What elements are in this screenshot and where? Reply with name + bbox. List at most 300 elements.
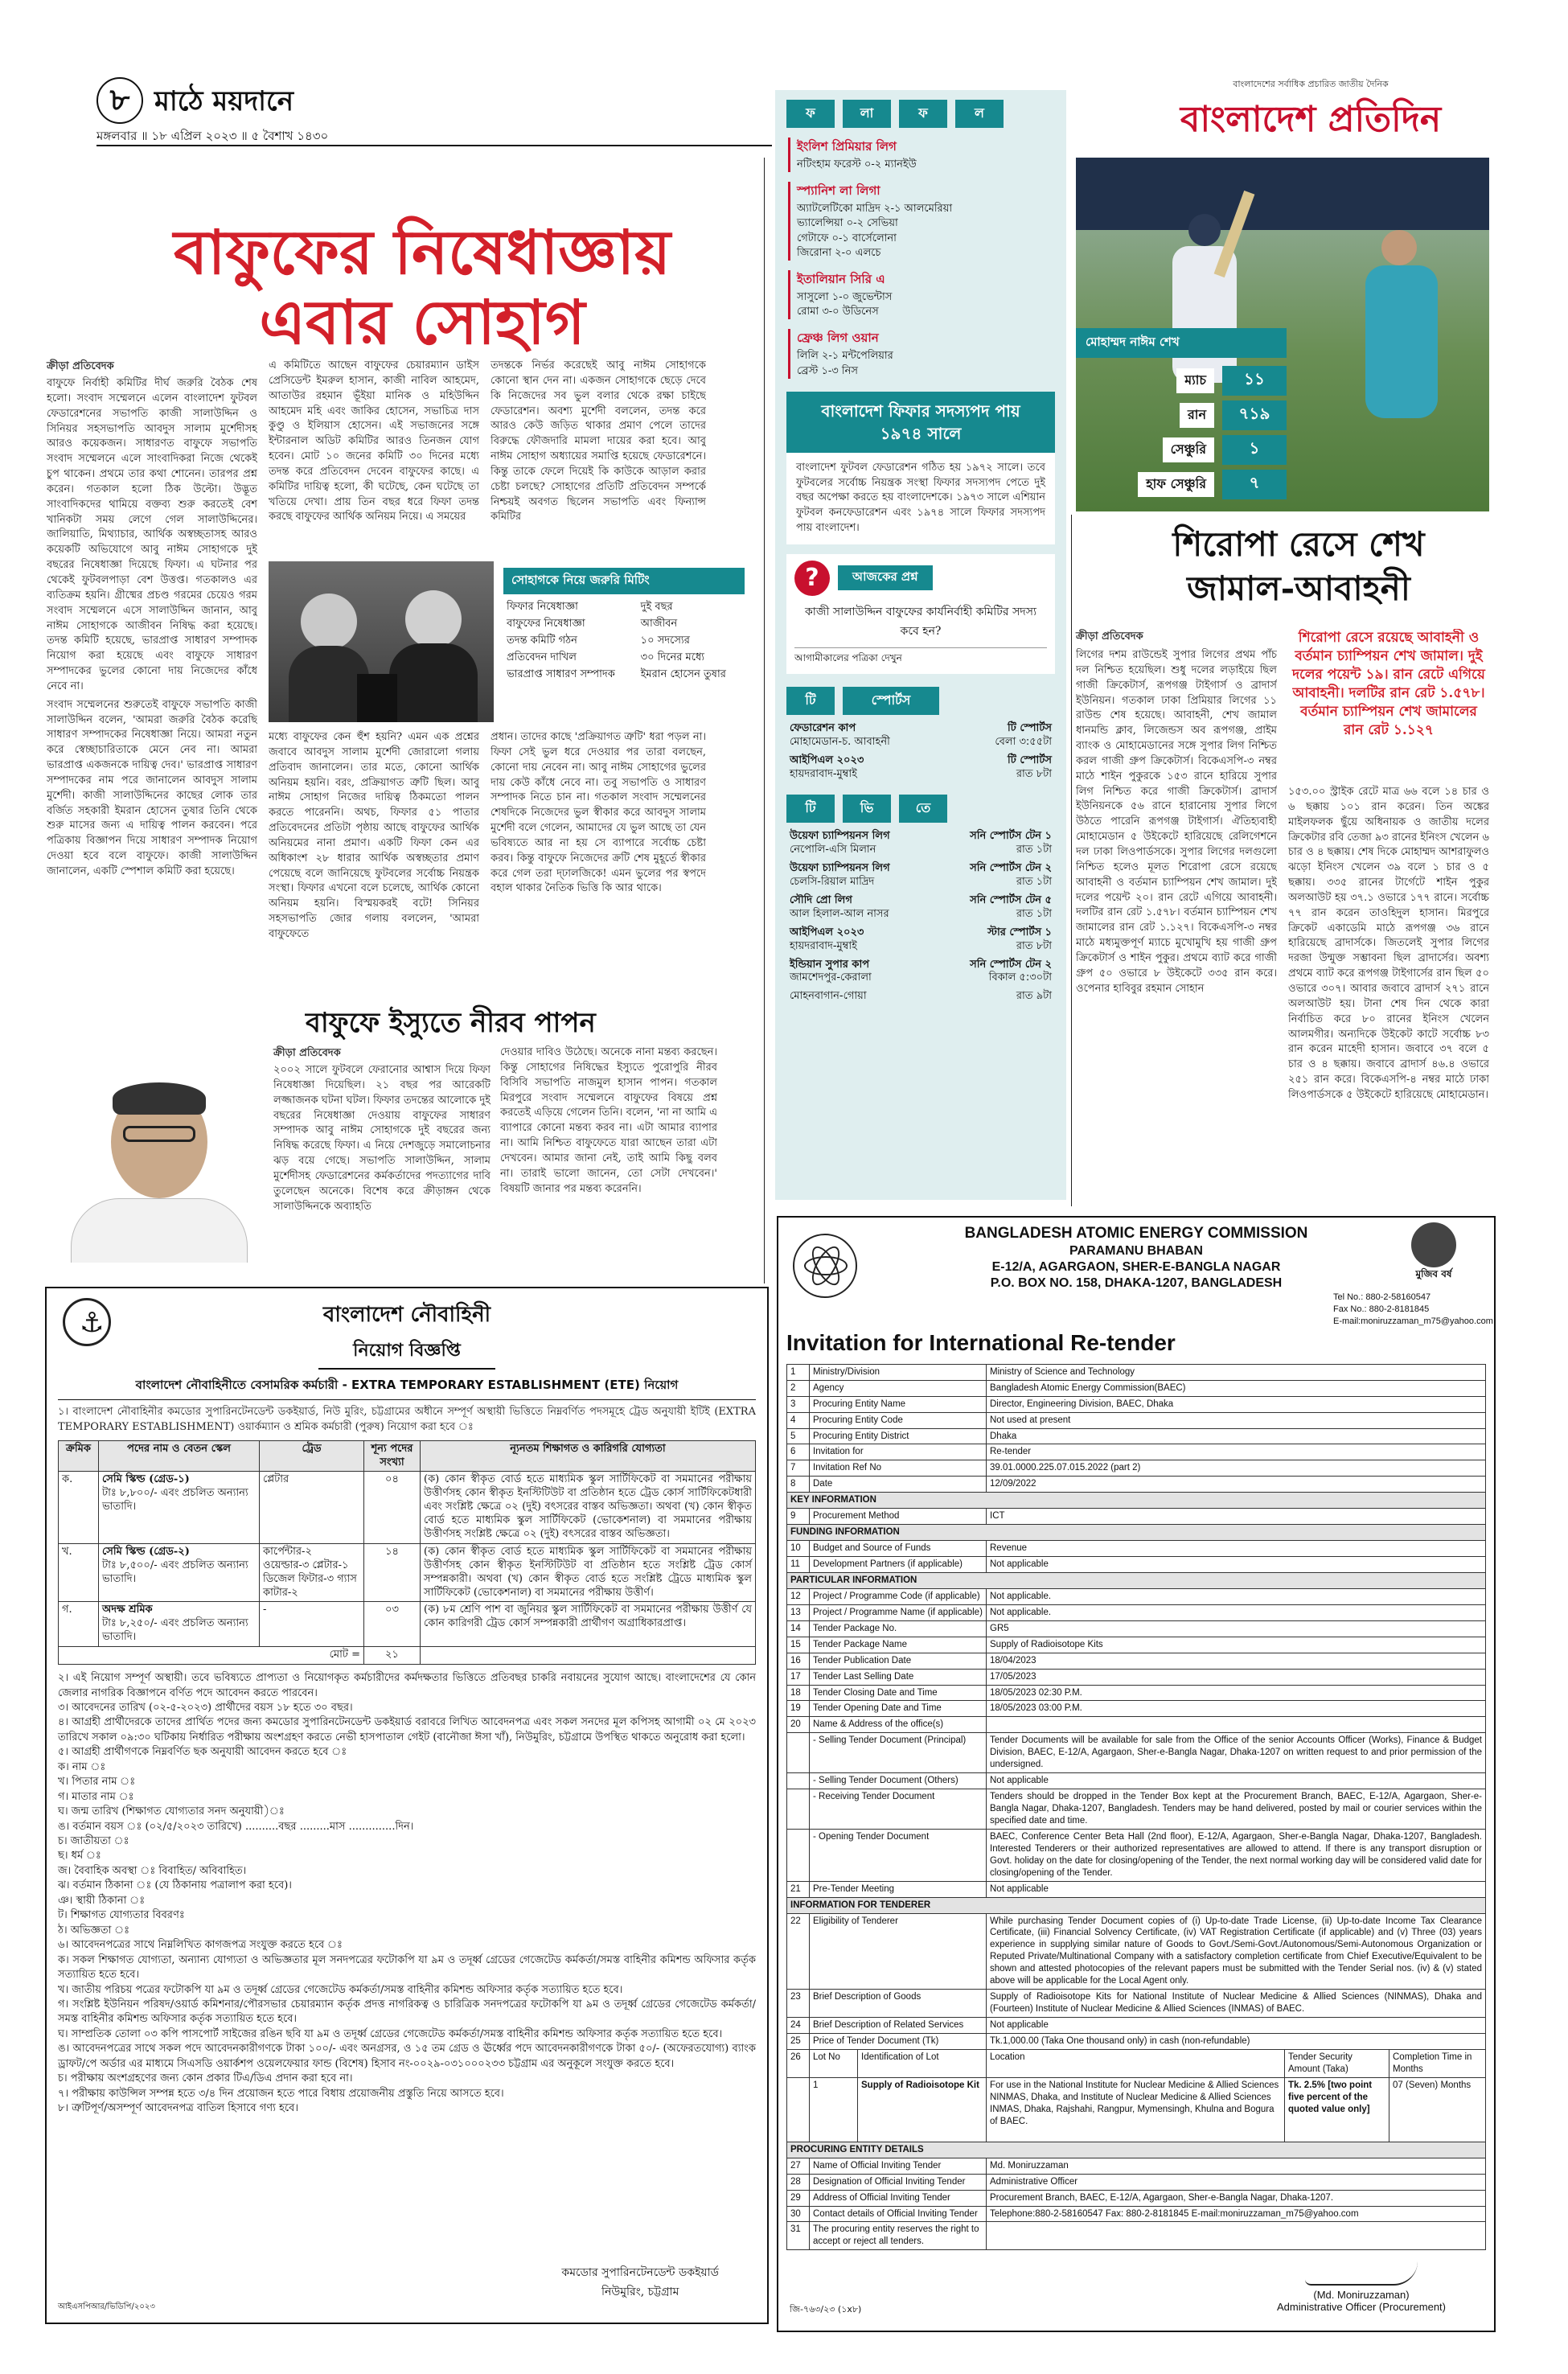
abahani-highlight: শিরোপা রেসে রয়েছে আবাহনী ও বর্তমান চ্যাম্পিয়ন শেখ জামাল। দুই দলের পয়েন্ট ১৯। রান রেটে এগিয়ে আবাহনী। দলটির রান রেট ১.৫৭৮। বর্তমান চ্যাম্পিয়ন শেখ জামালের রান রেট ১.১২৭ — [1292, 630, 1485, 738]
baec-ref-code: জি-৭৬৩/২৩ (১x৮) — [790, 2304, 862, 2314]
tv-listing-banner — [786, 795, 1055, 823]
tender-row — [787, 1428, 1486, 1444]
league-name: স্প্যানিশ লা লিগা — [797, 183, 880, 199]
tender-row-number: 24 — [787, 2018, 810, 2034]
meeting-row-value: দুই বছর — [640, 601, 673, 613]
lot-completion: 07 (Seven) Months — [1389, 2077, 1486, 2142]
fifa-box-title: বাংলাদেশ ফিফার সদস্যপদ পায় ১৯৭৪ সালে — [786, 392, 1055, 453]
tender-row — [787, 2018, 1486, 2034]
stat-label: সেঞ্চুরি — [1163, 437, 1214, 462]
tender-row-value: Tender Documents will be available for sale from the Office of the senior Accounts Officer (Works), Finance & Budget Division, BAEC, E-12/A, Agargaon, Sher-e-Bangla Nagar, Dhaka-1207 on written request to and prior permission of the undersigned. — [987, 1733, 1486, 1773]
tender-row-value: Bangladesh Atomic Energy Commission(BAEC) — [987, 1380, 1486, 1396]
tender-row — [787, 1701, 1486, 1717]
tender-row — [787, 1412, 1486, 1428]
lot-header: Tender Security Amount (Taka) — [1285, 2049, 1389, 2077]
tender-row — [787, 1444, 1486, 1460]
meeting-row — [503, 633, 745, 650]
mujib-year-label: মুজিব বর্ষ — [1415, 1268, 1452, 1279]
tender-row-number: 15 — [787, 1637, 810, 1653]
tender-row-label: - Selling Tender Document (Principal) — [810, 1733, 987, 1773]
abahani-column-2: ১৫৩.০০ স্ট্রাইক রেটে মাত্র ৬৬ বলে ১৪ চার ও ৬ ছক্কায় ১০১ রান করেন। তিন অঙ্কের মাইলফলক ছুঁয়ে অধিনায়ক ও জাতীয় দলের ক্রিকেটার রবি তেজা ৯৩ রানের ইনিংস খেলেন ৬ চার ও ৪ ছক্কায়। শেষ দিকে মোহাম্মদ আশরাফুলও ঝড়ো ইনিংস খেলেন ৩৯ বলে ১ চার ও ৫ ছক্কায়। ৩৩৫ রানের টার্গেটে শাইন পুকুর অলআউট হয় ৩৭.১ ওভারে ১৭৭ রানে। সর্বোচ্চ ৭৭ রান করেন তাওহিদুল হাসান। মিরপুরে ক্রিকেট একাডেমি মাঠে রূপগঞ্জ ৩৬ রানে হারিয়েছে ব্রাদার্সকে। জিতলেই সুপার লিগের দরজা উন্মুক্ত সম্ভাবনা ছিল ব্রাদার্সের। অবশ্য প্রথমে ব্যাট করে রূপগঞ্জ টাইগার্সের রান ছিল ৫০ ওভারে ৩০৭। আবার জবাবে ব্রাদার্স ২৭১ রানে অলআউট হয়। টানা শেষ দিন থেকে কারা নির্বাচিত করে ৮০ রানের ইনিংস খেলেন আলমগীর। অন্যদিকে উইকেট কাটে সর্বোচ্চ ৮৩ রান করেন মাহেদী হাসান। জবাবে ৩৭ বলে ৫ চার ও ৪ ছক্কায়। জবাবে ব্রাদার্স ৪৬.৪ ওভারে ২৫১ রান করে। বিকেএসপি-৪ নম্বর মাঠে ঢাকা লিওপার্ডসকে ৫ উইকেটে হারিয়েছে মোহামেডান। — [1288, 786, 1489, 1101]
stat-label: হাফ সেঞ্চুরি — [1138, 472, 1214, 497]
tender-row-number: 13 — [787, 1604, 810, 1620]
tv-event: উয়েফা চ্যাম্পিয়নস লিগ — [790, 862, 890, 875]
tender-row-label: Procuring Entity Name — [810, 1396, 987, 1412]
tv-channel: সনি স্পোর্টস টেন ২ — [970, 958, 1052, 971]
lead-column-1 — [47, 376, 257, 1052]
baec-logo — [793, 1234, 857, 1298]
tender-row — [787, 2206, 1486, 2222]
tender-row-value: Procurement Branch, BAEC, E-12/A, Agargaon, Sher-e-Bangla Nagar, Dhaka-1207. — [987, 2190, 1486, 2206]
tender-row — [787, 1773, 1486, 1789]
navy-signoff — [561, 2263, 719, 2302]
lead-column-1-text: বাফুফে নির্বাহী কমিটির দীর্ঘ জরুরি বৈঠক শেষ হলো। সংবাদ সম্মেলনে এলেন বাংলাদেশ ফুটবল ফেডারেশনের সভাপতি কাজী সালাউদ্দিন ও সিনিয়র সহসভাপতি আবদুস সালাম মুর্শেদীসহ আরও কয়েকজন। সাধারণত বাফুফে সভাপতি সংবাদ সম্মেলনে এলে সাংবাদিকরা নিজে থেকেই চুপ থাকেন। প্রথমে তার কথা শোনেন। তারপর প্রশ্ন করেন। গতকাল হলো ঠিক উল্টো। উদ্ভূত সাংবাদিকদের থামিয়ে বক্তব্য শুরু করতেই বেশ খানিকটা সময় লেগে গেল সালাউদ্দিনের। জালিয়াতি, মিথ্যাচার, আর্থিক অস্বচ্ছতাসহ আরও কয়েকটি অভিযোগে আবু নাঈম সোহাগকে দুই বছরের নিষেধাজ্ঞা দিয়েছে ফিফা। এ ঘটনার পর থেকেই ফুটবলপাড়া বেশ উত্তপ্ত। গতকালও এর ব্যতিক্রম হয়নি। গ্রীষ্মের প্রচণ্ড গরমের চেয়েও গরম সংবাদ সম্মেলনে এসে সালাউদ্দিন জানান, আবু নাঈম সোহাগকে আজীবন নিষিদ্ধ করা হয়েছে। তদন্ত কমিটি হয়েছে, ভারপ্রাপ্ত সাধারণ সম্পাদক নিয়োগ করা হয়েছে এবং বাফুফে সাধারণ সম্পাদকের ভুলের কোনো দায় নিজেদের কাঁধে নেবে না। — [47, 377, 257, 692]
post-count: ১৪ — [364, 1543, 421, 1602]
tender-row-number — [787, 1829, 810, 1881]
tender-row-number: 21 — [787, 1881, 810, 1897]
sub-column-2: দেওয়ার দাবিও উঠেছে। অনেকে নানা মন্তব্য করছেন। কিন্তু সোহাগের নিষিদ্ধের ইস্যুতে পুরোপুরি নীরব বিসিবি সভাপতি নাজমুল হাসান পাপন। গতকাল মিরপুরে সংবাদ সম্মেলনে বাফুফের বিষয়ে প্রশ্ন করতেই এড়িয়ে গেলেন তিনি। বলেন, 'না না আমি এ ব্যাপারে কোনো মন্তব্য করব না। এটা আমার ব্যাপার না। আমি নিশ্চিত বাফুফেতে যারা আছেন তারা এটা দেখবেন। আমার জানা নেই, তাই আমি কিছু বলব না। তারাই ভালো জানেন, তো সেটা দেখবেন।' বিষয়টি জানার পর মন্তব্য করেননি। — [500, 1046, 717, 1195]
tender-row-value: 18/05/2023 02:30 P.M. — [987, 1685, 1486, 1701]
tender-row-number: 14 — [787, 1620, 810, 1637]
post-name: সেমি স্কিল্ড (গ্রেড-২) — [102, 1545, 190, 1558]
person-silhouette — [301, 594, 357, 650]
baec-contacts — [1333, 1292, 1493, 1328]
tender-row-value: Not applicable — [987, 1881, 1486, 1897]
abahani-headline — [1110, 523, 1488, 610]
navy-post-row — [59, 1602, 756, 1647]
baec-signature — [1277, 2261, 1446, 2313]
baec-address-2: P.O. BOX NO. 158, DHAKA-1207, BANGLADESH — [990, 1275, 1283, 1290]
tv-event: উয়েফা চ্যাম্পিয়নস লিগ — [790, 830, 890, 843]
meeting-row-label: বাফুফের নিষেধাজ্ঞা — [507, 617, 585, 630]
navy-table-header: শূন্য পদের সংখ্যা — [364, 1440, 421, 1472]
league-block — [788, 329, 1053, 378]
tender-row-number: 16 — [787, 1653, 810, 1669]
lot-header: Lot No — [810, 2049, 858, 2077]
player-stats-box — [1076, 328, 1287, 492]
navy-note: ৩। আবেদনের তারিখ (০২-৫-২০২৩) প্রার্থীদের বয়স ১৮ হতে ৩০ বছর। — [58, 1701, 353, 1714]
navy-note: খ। পিতার নাম ঃ — [58, 1776, 136, 1789]
tender-row-value: Md. Moniruzzaman — [987, 2158, 1486, 2174]
tv-time: রাত ১টা — [1016, 844, 1052, 856]
stat-value: ১ — [1222, 435, 1287, 465]
lot-number: 1 — [810, 2077, 858, 2142]
total-empty — [421, 1647, 756, 1665]
tender-row-value: Not applicable. — [987, 1588, 1486, 1604]
tender-row-value: Revenue — [987, 1541, 1486, 1557]
navy-table-header: ন্যূনতম শিক্ষাগত ও কারিগরি যোগ্যতা — [421, 1440, 756, 1472]
tv-event: আইপিএল ২০২৩ — [790, 926, 864, 939]
tender-row-value: ICT — [987, 1509, 1486, 1525]
league-name: ইংলিশ প্রিমিয়ার লিগ — [797, 139, 897, 154]
lead-column-5: প্রধান। তাদের কাছে 'প্রক্রিয়াগত ত্রুটি' ধরা পড়ল না। ফিফা সেই ভুল ধরে দেওয়ার পর তারা বলছেন, কোনো দায় নেবেন না। আবু নাঈম সোহাগের ভুলের দায় কেউ কাঁধে নেবে না। তবু সভাপতি ও সাধারণ সম্পাদক নিতে চান না। গতকাল সংবাদ সম্মেলনের শেষদিকে নিজেদের ভুল স্বীকার করে আবদুস সালাম মুর্শেদী বলে গেলেন, আমাদের যে ভুল আছে তা যেন ভবিষ্যতে আর না হয় সে ব্যাপারে সর্বোচ্চ চেষ্টা করব। কিন্তু বাফুফে নিজেদের ক্রটি শেষ মুহূর্তে স্বীকার করে গেল তরা দ্ঢালজিকে! এমন ভুলের পর স্বপদে বহাল থাকার নৈতিক ভিত্তি কি আর থাকে। — [491, 731, 706, 895]
tender-row — [787, 1669, 1486, 1685]
post-pay: টাঃ ৮,২৫০/- এবং প্রচলিত অন্যান্য ভাতাদি। — [102, 1617, 248, 1644]
navy-note: ঙ। আবেদনপত্রের সাথে সকল পদে আবেদনকারীগণকে টাকা ১০০/- এবং অনগ্রসর, ও ১৫ তম গ্রেড ও ঊর্ধ্বের পদে আবেদনকারীগণকে টাকা ৫০/- (অফেরতযোগ্য) ব্যাংক ড্রাফট/পে অর্ডার এর মাধ্যমে সিএসডি ওয়ার্কশপ ওয়েলফেয়ার ফান্ড (বিশেষ) হিসাব নং-০০২৯-০৩১০০০২৩৩ চট্টগ্রাম এর অনুকূলে সংযুক্ত করতে হবে। — [58, 2043, 756, 2070]
tv-channel: স্টার স্পোর্টস ১ — [987, 926, 1052, 939]
league-block — [788, 270, 1053, 319]
tender-row-label: Agency — [810, 1380, 987, 1396]
tv-program — [786, 924, 934, 956]
post-pay: টাঃ ৮,৮০০/- এবং প্রচলিত অন্যান্য ভাতাদি। — [102, 1487, 248, 1514]
signature-scribble — [1305, 2261, 1418, 2286]
column-rule — [764, 158, 765, 1284]
navy-post-row — [59, 1472, 756, 1543]
league-name: ফ্রেঞ্চ লিগ ওয়ান — [797, 331, 879, 346]
mujib-year-logo — [1389, 1222, 1478, 1287]
tender-row — [787, 2174, 1486, 2190]
lot-header: Identification of Lot — [858, 2049, 987, 2077]
tender-row-value: Supply of Radioisotope Kits for National Institute of Nuclear Medicine & Allied Sciences (NINMAS), Dhaka and (Fourteen) Institute of Nuclear Medicine & Allied Sciences (INMAS) of BAEC. — [987, 1990, 1486, 2018]
tender-section-heading: PARTICULAR INFORMATION — [787, 1572, 1486, 1588]
page-number: ৮ — [109, 81, 130, 117]
portrait-glasses — [123, 1126, 195, 1142]
post-pay: টাঃ ৮,৫০০/- এবং প্রচলিত অন্যান্য ভাতাদি। — [102, 1559, 248, 1585]
tender-row-label: Invitation for — [810, 1444, 987, 1460]
meeting-row — [503, 650, 745, 667]
tender-row-value: 18/04/2023 — [987, 1653, 1486, 1669]
tender-row-value: 39.01.0000.225.07.015.2022 (part 2) — [987, 1460, 1486, 1477]
tender-row — [787, 1588, 1486, 1604]
lead-byline: ক্রীড়া প্রতিবেদক — [47, 360, 114, 372]
navy-note: ক। সকল শিক্ষাগত যোগ্যতা, অন্যান্য যোগ্যতা ও অভিজ্ঞতার মূল সনদপত্রের ফটোকপি যা ৯ম ও তদূর্ধ্ব গ্রেডের গেজেটেড কর্মকর্তা/সমস্ত বাহিনীর কমিশন্ড অফিসার কর্তৃক সত্যায়িত হতে হবে। — [58, 1953, 756, 1982]
tv-match: হায়দরাবাদ-মুম্বাই — [790, 939, 857, 952]
navy-note: ছ। ধর্ম ঃ — [58, 1850, 101, 1863]
tender-row-label: Project / Programme Name (if applicable) — [810, 1604, 987, 1620]
tender-row — [787, 1653, 1486, 1669]
banner-tile: ফ — [899, 100, 947, 128]
tender-row-label: Brief Description of Goods — [810, 1990, 987, 2018]
tv-channel-cell — [955, 752, 1055, 784]
tender-row-label: Eligibility of Tenderer — [810, 1913, 987, 1990]
meeting-row-label: ফিফার নিষেধাজ্ঞা — [507, 601, 578, 613]
post-name-cell — [99, 1602, 260, 1647]
tv-match: চেলসি-রিয়াল মাদ্রিদ — [790, 876, 875, 889]
lead-column-2: এ কমিটিতে আছেন বাফুফের চেয়ারম্যান ডাইস প্রেসিডেন্ট ইমরুল হাসান, কাজী নাবিল আহমেদ, আতাউর রহমান ভূঁইয়া মানিক ও মহিউদ্দিন আহমেদ মহি এবং জাকির হোসেন, সভাচিত্র দাস কুণ্ডু ও ইলিয়াস হোসেন। এই সভাজনের সঙ্গে ইন্টারনাল অডিট কমিটির আরও তিনজন যোগ হবেন। মোট ১০ জনের কমিটি ৩০ দিনের মধ্যে তদন্ত করে প্রতিবেদন দেবেন বাফুফের কাছে। এ কমিটির দায়িত্ব হলো, কী ঘটেছে, কেন ঘটেছে তা খতিয়ে দেখা। প্রায় তিন বছর ধরে ফিফা তদন্ত করছে বাফুফের আর্থিক অনিয়ম নিয়ে। এ সময়ের — [269, 359, 479, 524]
tender-row-number: 22 — [787, 1913, 810, 1990]
tv-channel-cell — [955, 720, 1055, 752]
tender-row-value: Re-tender — [987, 1444, 1486, 1460]
tender-row — [787, 1380, 1486, 1396]
banner-tile: স্পোর্টস — [843, 687, 939, 715]
match-result: অ্যাটলেটিকো মাদ্রিদ ২-১ আলমেরিয়া — [797, 203, 953, 216]
tender-row — [787, 2033, 1486, 2049]
navy-posts-table — [58, 1440, 756, 1665]
question-text: কাজী সালাউদ্দিন বাফুফের কার্যনির্বাহী কমিটির সদস্য কবে হন? — [804, 605, 1036, 638]
question-box — [786, 554, 1055, 674]
lot-security: Tk. 2.5% [two point five percent of the quoted value only] — [1285, 2077, 1389, 2142]
tv-match: আল হিলাল-আল নাসর — [790, 907, 889, 920]
microphones — [357, 674, 397, 722]
tender-row-value: Not used at present — [987, 1412, 1486, 1428]
baec-bhaban: PARAMANU BHABAN — [1069, 1243, 1203, 1258]
mujib-portrait-icon — [1411, 1222, 1456, 1267]
paper-name: বাংলাদেশ প্রতিদিন — [1180, 99, 1442, 140]
navy-note: ঘ। সাম্প্রতিক তোলা ০৩ কপি পাসপোর্ট সাইজের রঙিন ছবি যা ৯ম ও তদূর্ধ্ব গ্রেডের গেজেটেড কর্মকর্তা/সমস্ত বাহিনীর কমিশন্ড অফিসার কর্তৃক সত্যায়িত হতে হবে। — [58, 2027, 723, 2040]
navy-recruitment-ad — [45, 1287, 769, 2324]
tender-row-label: Designation of Official Inviting Tender — [810, 2174, 987, 2190]
tv-program — [786, 956, 934, 988]
stat-label: ম্যাচ — [1176, 368, 1214, 393]
tender-row-label: Procuring Entity Code — [810, 1412, 987, 1428]
tender-row-label: Invitation Ref No — [810, 1460, 987, 1477]
tender-row-number: 9 — [787, 1509, 810, 1525]
sub-column-1: ২০০২ সালে ফুটবলে ফেরানোর আশ্বাস দিয়ে ফিফা নিষেধাজ্ঞা দিয়েছিল। ২১ বছর পর আরেকটি লজ্জাজনক ঘটনা ঘটল। ফিফার তদন্তের আলোকে দুই বছরের নিষেধাজ্ঞা দেওয়ায় বাফুফের সাধারণ সম্পাদক আবু নাঈম সোহাগকে দুই বছরের জন্য নিষিদ্ধ করেছে ফিফা। এ নিয়ে দেশজুড়ে সমালোচনার ঝড় বয়ে গেছে। সভাপতি সালাউদ্দিন, সালাম মুর্শেদীসহ ফেডারেশনের কর্মকর্তাদের পদত্যাগের দাবি তুলেছেন অনেকে। বিশেষ করে ক্রীড়াঙ্গন থেকে সালাউদ্দিনকে অব্যাহতি — [273, 1064, 491, 1213]
meeting-info-box — [503, 568, 745, 725]
match-result: গেটাফে ০-১ বার্সেলোনা — [797, 232, 897, 244]
stadium-stand — [1076, 158, 1489, 230]
navy-note: ৫। আগ্রহী প্রার্থীগণকে নিম্নবর্ণিত ছক অনুযায়ী আবেদন করতে হবে ঃ — [58, 1746, 347, 1759]
tender-row — [787, 1881, 1486, 1897]
tender-row — [787, 1396, 1486, 1412]
fielder-figure — [1365, 265, 1438, 418]
navy-note: চ। জাতীয়তা ঃ — [58, 1835, 129, 1848]
tv-channel: সনি স্পোর্টস টেন ১ — [970, 830, 1052, 843]
navy-note: ঠ। অভিজ্ঞতা ঃ — [58, 1924, 130, 1937]
tender-row-label: Brief Description of Related Services — [810, 2018, 987, 2034]
tender-row-value: Telephone:880-2-58160547 Fax: 880-2-8181845 E-mail:moniruzzaman_m75@yahoo.com — [987, 2206, 1486, 2222]
tender-row-number: 17 — [787, 1669, 810, 1685]
tv-row — [786, 828, 1055, 860]
tender-row-value: 12/09/2022 — [987, 1477, 1486, 1493]
post-qualification: (ক) কোন স্বীকৃত বোর্ড হতে মাধ্যমিক স্কুল সার্টিফিকেট বা সমমানের পরীক্ষায় উত্তীর্ণসহ কোন স্বীকৃত ইনস্টিটিউট বা প্রতিষ্ঠান হতে ট্রেড কোর্স সার্টিফিকেটধারী এবং সংশ্লিষ্ট ক্ষেত্রে ০২ (দুই) বৎসরের বাস্তব অভিজ্ঞতা। অথবা (খ) কোন স্বীকৃত বোর্ড হতে মাধ্যমিক স্কুল সার্টিফিকেট (ভোকেশনাল) বা সমমানের পরীক্ষায় উত্তীর্ণসহ সংশ্লিষ্ট ক্ষেত্রে ০২ (দুই) বৎসরের বাস্তব অভিজ্ঞতা। — [421, 1472, 756, 1543]
tender-row-number — [787, 1773, 810, 1789]
column-rule — [1071, 515, 1072, 1206]
tender-row — [787, 1572, 1486, 1588]
navy-org: বাংলাদেশ নৌবাহিনী — [322, 1303, 491, 1327]
tender-row-number: 5 — [787, 1428, 810, 1444]
date-line: মঙ্গলবার ॥ ১৮ এপ্রিল ২০২৩ ॥ ৫ বৈশাখ ১৪৩০ — [96, 129, 329, 143]
navy-table-header: পদের নাম ও বেতন স্কেল — [99, 1440, 260, 1472]
tender-row-value: Not applicable. — [987, 1604, 1486, 1620]
question-title: আজকের প্রশ্ন — [838, 565, 933, 590]
tender-row-number — [787, 1789, 810, 1830]
tv-match: হায়দরাবাদ-মুম্বাই — [790, 767, 857, 780]
tender-row-number: 10 — [787, 1541, 810, 1557]
tender-row-label: Price of Tender Document (Tk) — [810, 2033, 987, 2049]
tender-row — [787, 1541, 1486, 1557]
baec-org: BANGLADESH ATOMIC ENERGY COMMISSION — [964, 1225, 1308, 1242]
tender-row — [787, 1685, 1486, 1701]
banner-tile: ল — [955, 100, 1004, 128]
tender-row — [787, 1493, 1486, 1509]
league-block — [788, 182, 1053, 261]
tender-row — [787, 1557, 1486, 1573]
tender-row-number: 25 — [787, 2033, 810, 2049]
post-count: ০৩ — [364, 1602, 421, 1647]
tender-row-label: Procuring Entity District — [810, 1428, 987, 1444]
lot-identification: Supply of Radioisotope Kit — [858, 2077, 987, 2142]
tender-row-label: Project / Programme Code (if applicable) — [810, 1588, 987, 1604]
match-result: নটিংহাম ফরেস্ট ০-২ ম্যানইউ — [797, 158, 917, 170]
tender-row-label: - Receiving Tender Document — [810, 1789, 987, 1830]
page-number-badge — [96, 77, 143, 124]
lot-location: For use in the National Institute for Nuclear Medicine & Allied Sciences NINMAS, Dhaka, and Institute of Nuclear Medicine & Allied Sciences INMAS, Dhaka, Rajshahi, Rangpur, Mymensingh, Khulna and Bogura of BAEC. — [987, 2077, 1285, 2142]
tender-row-number: 29 — [787, 2190, 810, 2206]
banner-tile: ভি — [843, 795, 891, 823]
navy-emblem — [63, 1298, 111, 1346]
navy-title-rule — [318, 1368, 495, 1370]
tv-time: রাত ৮টা — [1016, 767, 1052, 780]
tender-row — [787, 1913, 1486, 1990]
tender-row-label: Address of Official Inviting Tender — [810, 2190, 987, 2206]
fielder-figure — [1381, 230, 1417, 265]
baec-tel: Tel No.: 880-2-58160547 — [1333, 1292, 1431, 1302]
tv-match: জামশেদপুর-কেরালা — [790, 971, 872, 984]
tv-program — [786, 828, 934, 860]
tender-row-number: 27 — [787, 2158, 810, 2174]
tender-row-number: 3 — [787, 1396, 810, 1412]
tv-time: রাত ৮টা — [1016, 939, 1052, 952]
banner-tile: টি — [786, 687, 835, 715]
tv-channel: টি স্পোর্টস — [1008, 754, 1052, 766]
meeting-row — [503, 667, 745, 684]
tender-row-number: 2 — [787, 1380, 810, 1396]
tv-row — [786, 924, 1055, 956]
tender-entity-table — [786, 2142, 1486, 2251]
tender-row — [787, 1477, 1486, 1493]
results-panel — [775, 90, 1066, 1200]
tv-channel: সনি স্পোর্টস টেন ২ — [970, 862, 1052, 875]
tender-row-label: Name of Official Inviting Tender — [810, 2158, 987, 2174]
abahani-headline-line-2: জামাল-আবাহনী — [1187, 568, 1410, 608]
anchor-icon: ⚓ — [80, 1307, 105, 1339]
tender-row-value: While purchasing Tender Document copies of (i) Up-to-date Trade License, (ii) Up-to-date Income Tax Clearance Certificate, (iii) Financial Solvency Certificate, (iv) VAT Registration Certificate (if applicable) and (v) Three (03) years experience in supplying similar nature of Goods to Govt./Semi-Govt./Autonomous/Semi-Autonomous Organization or Reputed Private/Multinational Company with a satisfactory completion certificate from Chief Executive/Equivalent to be shown and attested photocopies of the relevant papers must be submitted with the Tender Serial nos. (iv) & (v) stated above will be applicable for the Local Agent only. — [987, 1913, 1486, 1990]
player-name: মোহাম্মদ নাঈম শেখ — [1076, 328, 1287, 358]
navy-total-row — [59, 1647, 756, 1665]
stat-row — [1076, 435, 1287, 465]
post-qualification: (ক) ৮ম শ্রেণি পাশ বা জুনিয়র স্কুল সার্টিফিকেট বা সমমানের পরীক্ষায় উত্তীর্ণ যে কোন কারিগরী ট্রেড কোর্স সম্পন্নকারী প্রার্থীগণ অগ্রাধিকারপ্রাপ্ত। — [421, 1602, 756, 1647]
match-result: ভ্যালেন্সিয়া ০-২ সেভিয়া — [797, 217, 898, 230]
post-serial: খ. — [59, 1543, 99, 1602]
navy-subtitle: বাংলাদেশ নৌবাহিনীতে বেসামরিক কর্মচারী - EXTRA TEMPORARY ESTABLISHMENT (ETE) নিয়োগ — [58, 1376, 756, 1400]
tender-row-value: Tk.1,000.00 (Taka One thousand only) in cash (non-refundable) — [987, 2033, 1486, 2049]
league-block — [788, 138, 1053, 172]
masthead-rule — [96, 145, 772, 146]
navy-note: ঞ। স্থায়ী ঠিকানা ঃ — [58, 1894, 146, 1907]
tv-listing-table — [786, 828, 1055, 1006]
tv-program — [786, 892, 934, 924]
lead-column-4: মধ্যে বাফুফের কেন হুঁশ হয়নি? এমন এক প্রশ্নের জবাবে আবদুস সালাম মুর্শেদী জোরালো গলায় প্রতিবাদ জানালেন। তার মতে, কোনো আর্থিক অনিয়ম হয়নি। বরং, প্রক্রিয়াগত ত্রুটি ছিল। আবু নাঈম সোহাগ নিজের দায়িত্ব ঠিকমতো পালন করতে পারেননি। অথচ, ফিফার ৫১ পাতার প্রতিবেদনের প্রতিটা পৃষ্ঠায় আছে বাফুফের আর্থিক অনিয়মের নানা প্রমাণ। একটি ফিফা কেন এর অধিকাংশ ২৮ ধারার আর্থিক অস্বচ্ছতার প্রমাণ পেয়েছে বলে জানিয়েছে ফুটবলের সর্বোচ্চ নিয়ন্ত্রক সংস্থা। ফিফার এখনো বলে চলেছে, আর্থিক কোনো অনিয়ম হয়নি। বিস্ময়করই বটে! সিনিয়র সহসভাপতি জোর গলায় বললেন, 'আমরা বাফুফেতে — [269, 731, 479, 940]
lead-column-1b-text: সংবাদ সম্মেলনের শুরুতেই বাফুফে সভাপতি কাজী সালাউদ্দিন বলেন, 'আমরা জরুরি বৈঠক করেছি সাধারণ সম্পাদকের নিষেধাজ্ঞা নিয়ে। আমরা নতুন করে স্বেচ্ছাচারিতাকে মেনে নেব না। আমরা ভারপ্রাপ্ত একজনকে দায়িত্ব দেব।' ভারপ্রাপ্ত সাধারণ সম্পাদকের নাম পরে জানালেন আবদুস সালাম মুর্শেদী। কাজী সালাউদ্দিনের কাছের লোক তার বর্জিত সহকারী ইমরান হোসেন তুষার তিনি থেকে শুরু মাসের জন্য এ দায়িত্ব পালন করবেন। পরে পত্রিকায় বিজ্ঞাপন দিয়ে সাধারণ সম্পাদক নিয়োগ দেওয়া হবে বলে বাফুফে। কাজী সালাউদ্দিন জানালেন, একটি স্পেশাল কমিটি করা হয়েছে। — [47, 698, 257, 877]
tv-channel: টি স্পোর্টস — [1008, 721, 1052, 734]
tv-event: সৌদি প্রো লিগ — [790, 894, 852, 907]
post-serial: ক. — [59, 1472, 99, 1543]
tender-row — [787, 1990, 1486, 2018]
banner-tile: তে — [899, 795, 947, 823]
tv-event: ফেডারেশন কাপ — [790, 721, 856, 734]
navy-note: ৪। আগ্রহী প্রার্থীদেরকে তাদের প্রার্থিত পদের জন্য কমডোর সুপারিনটেনডেন্ট ডকইয়ার্ড বরাবরে লিখিত আবেদনপত্র এবং সকল সনদের মূল কপিসহ আগামী ০২ মে ২০২৩ তারিখে সকাল ০৯:৩০ ঘটিকায় নির্ধারিত পরীক্ষায় অংশগ্রহণ করতে নেভী হাসপাতাল গেইট (বানৌজা ঈসা খাঁ), নিউমুরিং, চট্টগ্রামে উপস্থিত থাকতে অনুরোধ করা হলো। — [58, 1716, 756, 1744]
abahani-column-1: লিগের দশম রাউন্ডেই সুপার লিগের প্রথম পাঁচ দল নিশ্চিত হয়েছিল। শুধু দলের লড়াইয়ে ছিল গাজী ক্রিকেটার্স, রূপগঞ্জ টাইগার্স ও ব্রাদার্স ইউনিয়ন। গতকাল ঢাকা প্রিমিয়ার লিগের ১১ রাউন্ড শেষ হয়েছে। আবাহনী, শেখ জামাল ধানমন্ডি ক্লাব, লিজেন্ডস অব রূপগঞ্জ, প্রাইম ব্যাংক ও মোহামেডানের সঙ্গে সুপার লিগ নিশ্চিত করল গাজী গ্রুপ ক্রিকেটার্স। বিকেএসপি-৩ নম্বর মাঠে শাইন পুকুরকে ১৫৩ রানে হারিয়ে সুপার লিগ নিশ্চিত করে গাজী ক্রিকেটার্স। ব্রাদার্স ইউনিয়নকে ৫৬ রানে হারানোয় সুপার লিগে উঠতে পারেনি রূপগঞ্জ টাইগার্স। ঐতিহ্যবাহী মোহামেডান ৫ উইকেটে হারিয়েছে রেলিগেশনে দল ঢাকা লিওপার্ডসকে। সুপার লিগের দলগুলো নিশ্চিত হলেও মূলত শিরোপা রেসে রয়েছে আবাহনী ও বর্তমান চ্যাম্পিয়ন শেখ জামাল। দুই দলের পয়েন্ট ২০। রান রেটে এগিয়ে আবাহনী। দলটির রান রেট ১.৫৭৮। বর্তমান চ্যাম্পিয়ন শেখ জামালের রান রেট ১.১২৭। বিকেএসপি-৩ নম্বর মাঠে মধ্যমুক্তপূর্ণ ম্যাচে মুখোমুখি হয় গাজী গ্রুপ ক্রিকেটার্স ও শাইন পুকুর। প্রথমে ব্যাট করে গাজী গ্রুপ ৫০ ওভারে ৮ উইকেটে ৩৩৫ রান করে। ওপেনার হাবিবুর রহমান সোহান — [1076, 649, 1277, 995]
tv-time: রাত ৯টা — [1016, 990, 1052, 1003]
meeting-row — [503, 599, 745, 616]
navy-note: চ। পরীক্ষায় অংশগ্রহণের জন্য কোন প্রকার টিএ/ডিএ প্রদান করা হবে না। — [58, 2072, 353, 2085]
lead-column-3: তদন্তকে নির্ভর করেছেই আবু নাঈম সোহাগকে কোনো স্থান দেন না। একজন সোহাগকে ছেড়ে দেবে কি নিজেদের সব ভুল বলার থেকে রক্ষা চাইছে ফেডারেশন। অবশ্য মুর্শেদী বললেন, তদন্ত করে আরও কেউ জড়িত থাকার প্রমাণ পেলে তাদের বিরুদ্ধে ফৌজদারি মামলা দায়ের করা হবে। আবু নাঈম সোহাগ অধ্যায়ের সমাপ্তি হয়েছে ফেডারেশনে। কিন্তু তাকে ফেলে দিয়েই কি কাউকে আড়াল করার চেষ্টা চলছে? সোহাগের প্রতিটি প্রতিবেদন সম্পর্কে নিশ্চয়ই অবগত ছিলেন সভাপতি এবং ফিন্যান্স কমিটির — [491, 359, 706, 524]
total-label: মোট = — [59, 1647, 364, 1665]
navy-signoff-line-1: কমডোর সুপারিনটেনডেন্ট ডকইয়ার্ড — [561, 2266, 719, 2279]
tv-program — [786, 720, 955, 752]
stat-row — [1076, 400, 1287, 430]
navy-table-header: ক্রমিক — [59, 1440, 99, 1472]
tender-row-label: The procuring entity reserves the right to accept or reject all tenders. — [810, 2222, 987, 2250]
question-note: আগামীকালের পত্রিকা দেখুন — [794, 647, 1047, 667]
lead-headline — [88, 217, 756, 358]
signer-title: Administrative Officer (Procurement) — [1277, 2301, 1446, 2313]
tv-row — [786, 988, 1055, 1006]
tv-channel-cell — [934, 988, 1055, 1006]
tender-row-number: 31 — [787, 2222, 810, 2250]
tender-row-label: Contact details of Official Inviting Tender — [810, 2206, 987, 2222]
navy-post-row — [59, 1543, 756, 1602]
navy-intro: ১। বাংলাদেশ নৌবাহিনীর কমডোর সুপারিনটেনডেন্ট ডকইয়ার্ড, নিউ মুরিং, চট্টগ্রামের অধীনে সম্পূর্ণ অস্থায়ী ভিত্তিতে নিম্নবর্ণিত পদসমূহে ট্রেড অনুযায়ী ইটিই (EXTRA TEMPORARY ESTABLISHMENT) ওয়ার্কম্যান ও শ্রমিক কর্মচারী (পুরুষ) নিয়োগ করা হবে ঃ — [58, 1406, 756, 1433]
tender-row-number: 8 — [787, 1477, 810, 1493]
navy-note: ৬। আবেদনপত্রের সাথে নিম্নলিখিত কাগজপত্র সংযুক্ত করতে হবে ঃ — [58, 1939, 343, 1952]
tender-row-number: 6 — [787, 1444, 810, 1460]
press-conference-photo — [269, 561, 494, 722]
navy-footer-code: আইএসপিআর/ভিডিপি/২০২৩ — [58, 2302, 155, 2311]
tv-channel: সনি স্পোর্টস টেন ৫ — [970, 894, 1052, 907]
fifa-box-body: বাংলাদেশ ফুটবল ফেডারেশন গঠিত হয় ১৯৭২ সালে। তবে ফুটবলের সর্বোচ্চ নিয়ন্ত্রক সংস্থা ফিফার সদস্যপদ পেতে দুই বছর অপেক্ষা করতে হয় বাংলাদেশকে। ১৯৭৩ সালে এশিয়ান ফুটবল কনফেডারেশন এবং ১৯৭৪ সালে ফিফার সদস্যপদ পায় বাংলাদেশ। — [796, 461, 1045, 535]
tender-row-label: Procurement Method — [810, 1509, 987, 1525]
tender-row — [787, 2142, 1486, 2158]
navy-note: গ। সংশ্লিষ্ট ইউনিয়ন পরিষদ/ওয়ার্ড কমিশনার/পৌরসভার চেয়ারম্যান কর্তৃক প্রদত্ত নাগরিকত্ব ও চারিত্রিক সনদপত্রের ফটোকপি যা ৯ম ও তদূর্ধ্ব গ্রেডের গেজেটেড কর্মকর্তা/সমস্ত বাহিনীর কমিশন্ড অফিসার কর্তৃক সত্যায়িত হতে হবে। — [58, 1998, 756, 2026]
tender-row — [787, 2222, 1486, 2250]
paper-tagline: বাংলাদেশের সর্বাধিক প্রচারিত জাতীয় দৈনিক — [1233, 79, 1389, 89]
tender-row-number: 7 — [787, 1460, 810, 1477]
tender-row — [787, 1829, 1486, 1881]
tender-row-value: Not applicable — [987, 1557, 1486, 1573]
tender-row-value: GR5 — [987, 1620, 1486, 1637]
person-silhouette — [405, 590, 462, 648]
portrait-photo — [47, 1062, 264, 1263]
tender-row-label: - Selling Tender Document (Others) — [810, 1773, 987, 1789]
tender-row-number: 12 — [787, 1588, 810, 1604]
tv-match: মোহনবাগান-গোয়া — [790, 990, 867, 1003]
match-result: রোমা ৩-০ উডিনেস — [797, 306, 879, 318]
tv-row — [786, 956, 1055, 988]
tv-program — [786, 860, 934, 892]
post-name: অদক্ষ শ্রমিক — [102, 1604, 153, 1616]
masthead — [96, 74, 772, 148]
navy-note: ৮। ত্রুটিপূর্ণ/অসম্পূর্ণ আবেদনপত্র বাতিল হিসাবে গণ্য হবে। — [58, 2102, 298, 2115]
tv-time: বিকাল ৫:৩০টা — [988, 971, 1052, 984]
tv-match: মোহামেডান-চ. আবাহনী — [790, 735, 890, 748]
navy-title: নিয়োগ বিজ্ঞপ্তি — [353, 1340, 461, 1361]
tender-row — [787, 1733, 1486, 1773]
tender-row-value: 18/05/2023 03:00 P.M. — [987, 1701, 1486, 1717]
navy-note: ঝ। বর্তমান ঠিকানা ঃ (যে ঠিকানায় পত্রালাপ করা হবে)। — [58, 1879, 292, 1892]
stat-label: রান — [1180, 403, 1214, 428]
navy-table-header: ট্রেড — [260, 1440, 364, 1472]
lot-header: Completion Time in Months — [1389, 2049, 1486, 2077]
tender-row-number: 19 — [787, 1701, 810, 1717]
lead-headline-line-2: এবার সোহাগ — [259, 286, 585, 359]
tender-row — [787, 1897, 1486, 1913]
tv-program — [786, 988, 934, 1006]
results-banner — [786, 100, 1055, 128]
tender-row-label: - Opening Tender Document — [810, 1829, 987, 1881]
tender-row-label: Development Partners (if applicable) — [810, 1557, 987, 1573]
tender-row — [787, 1364, 1486, 1380]
tender-row-number: 20 — [787, 1717, 810, 1733]
tender-row-label: Tender Opening Date and Time — [810, 1701, 987, 1717]
tender-row-number: 18 — [787, 1685, 810, 1701]
tender-row-value: 17/05/2023 — [987, 1669, 1486, 1685]
tender-row-label: Tender Publication Date — [810, 1653, 987, 1669]
post-qualification: (ক) কোন স্বীকৃত বোর্ড হতে মাধ্যমিক স্কুল সার্টিফিকেট বা সমমানের পরীক্ষায় উত্তীর্ণসহ কোন স্বীকৃত ইনস্টিটিউট বা প্রতিষ্ঠান হতে সংশ্লিষ্ট ট্রেড কোর্স সম্পন্নকারী। অথবা (খ) কোন স্বীকৃত বোর্ড হতে সংশ্লিষ্ট ট্রেডে মাধ্যমিক স্কুল সার্টিফিকেট (ভোকেশনাল) বা সমমানের পরীক্ষায় উত্তীর্ণ। — [421, 1543, 756, 1602]
tender-row — [787, 2158, 1486, 2174]
meeting-row-value: আজীবন — [640, 617, 678, 630]
